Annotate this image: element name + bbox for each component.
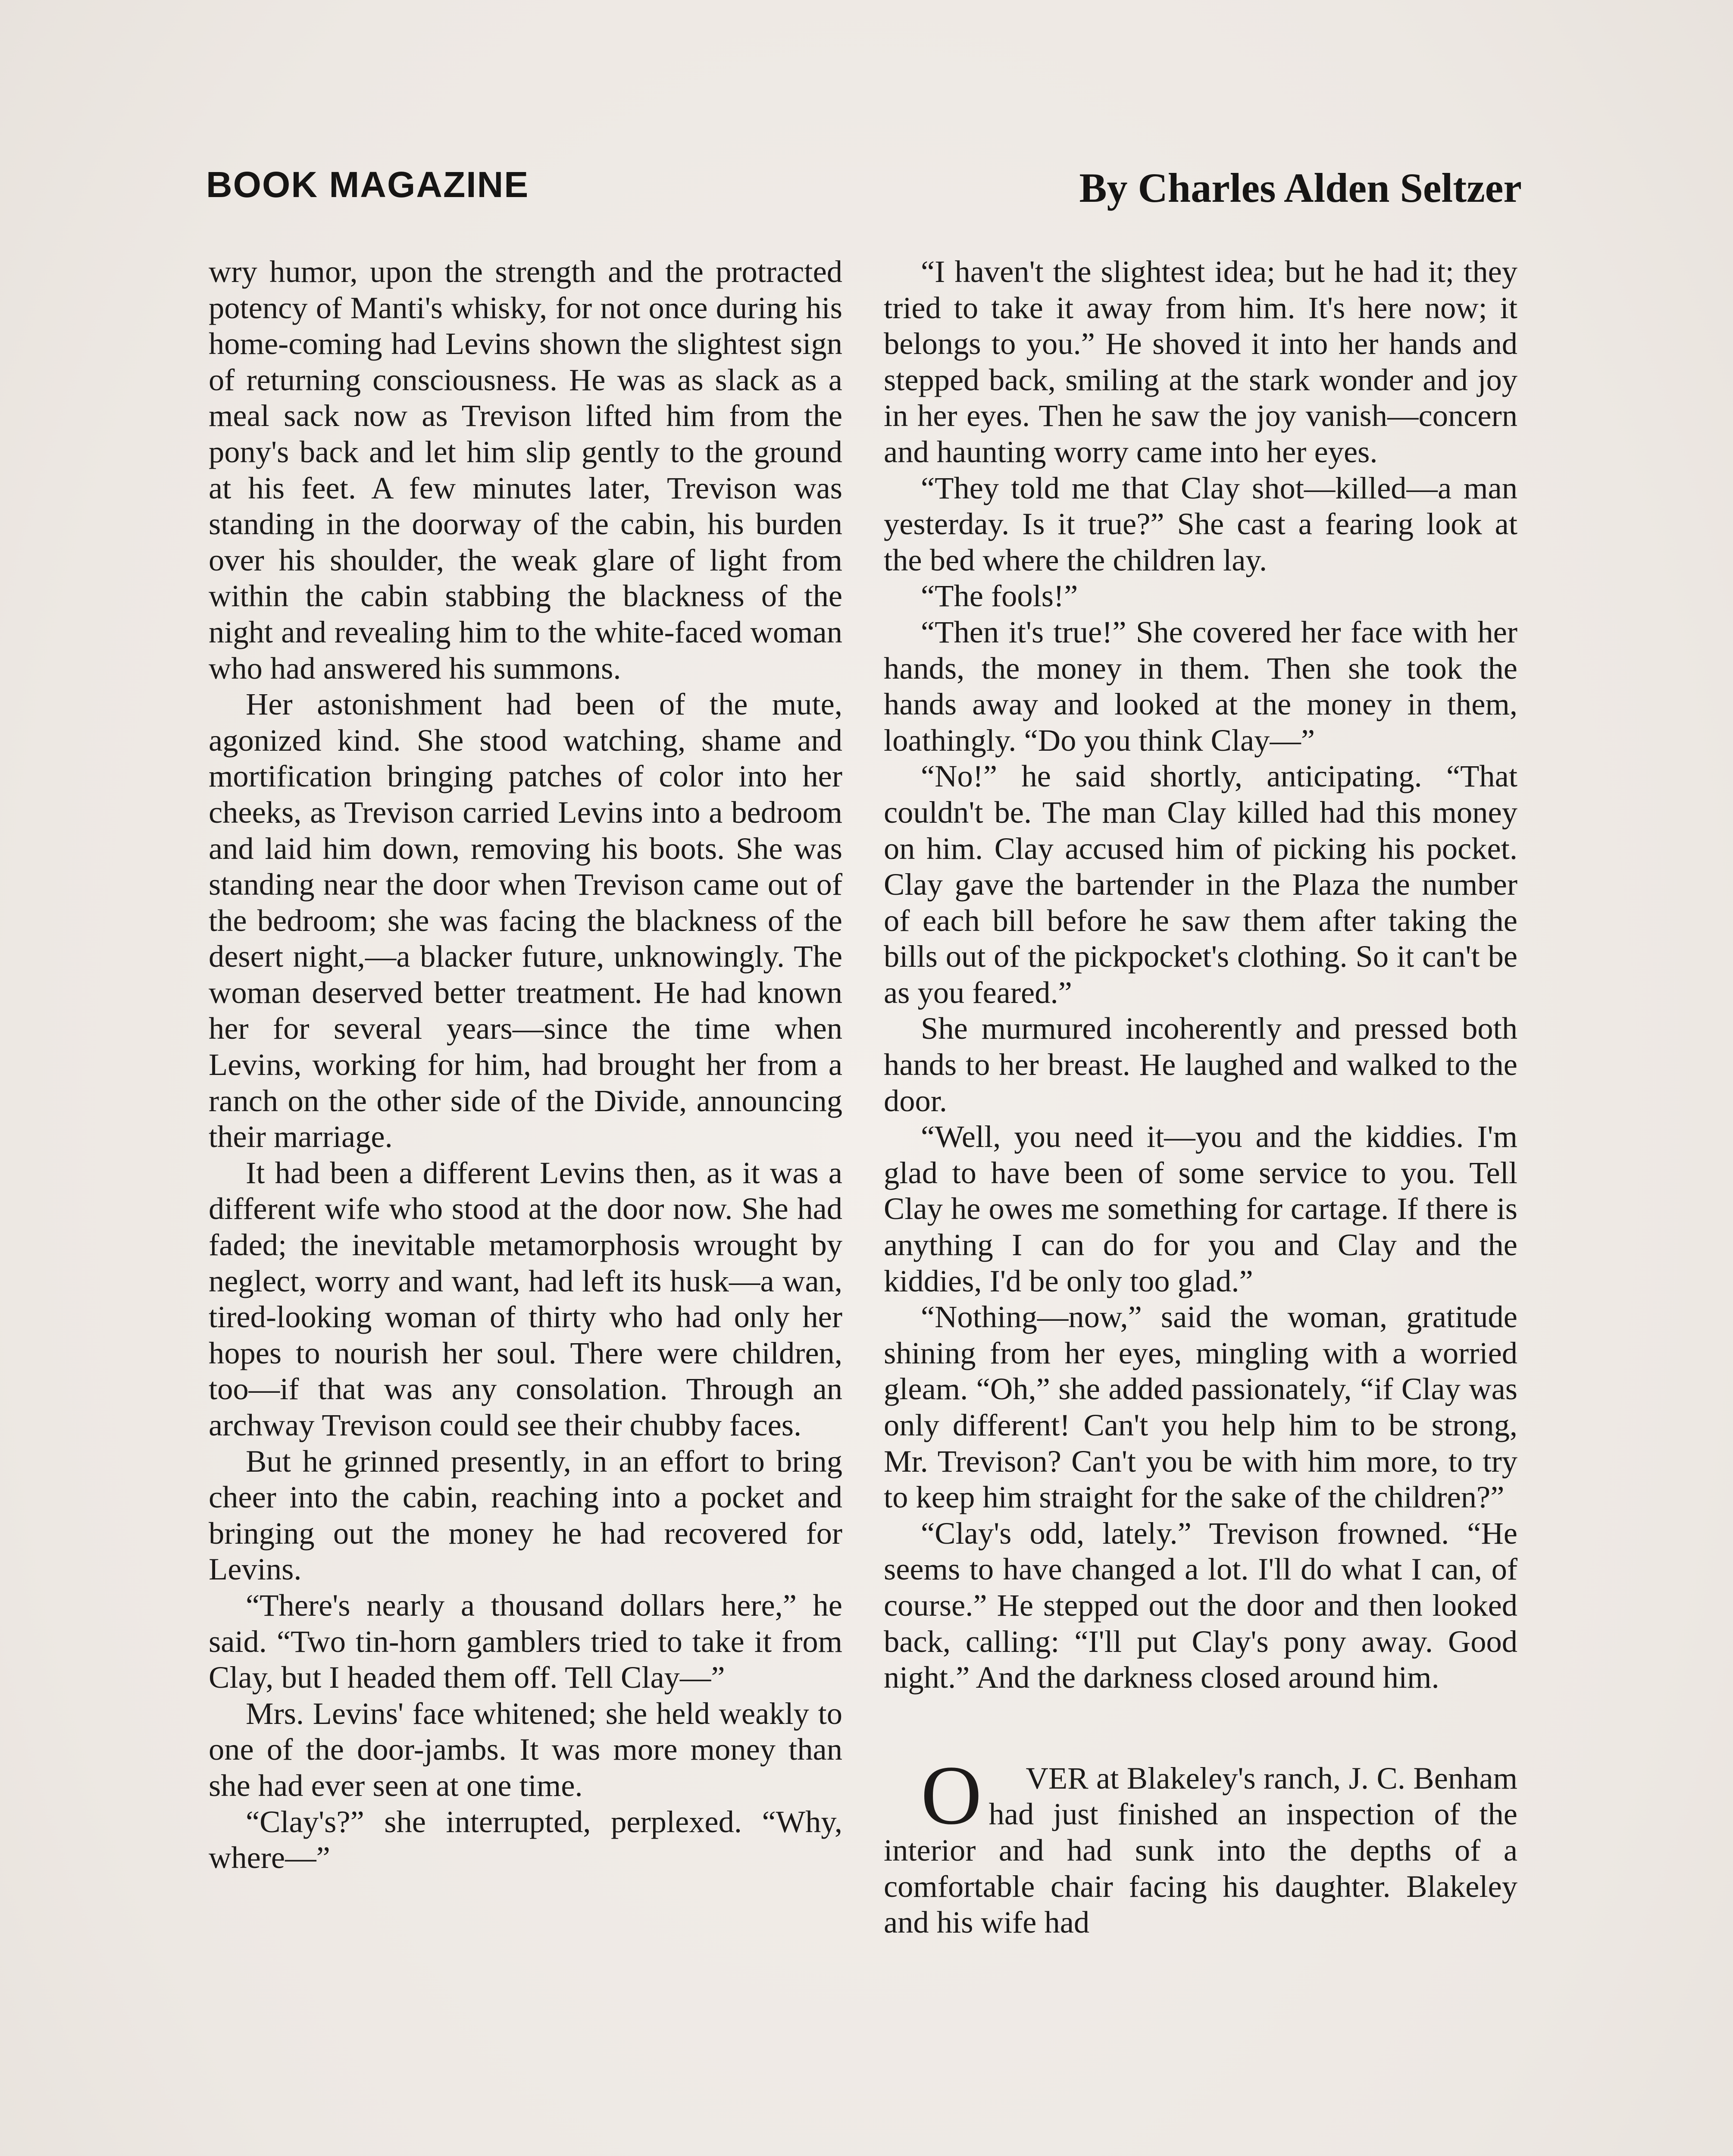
paragraph: “Clay's?” she interrupted, perplexed. “Why, where—” — [209, 1804, 842, 1875]
left-column — [209, 254, 842, 1876]
section-opening-text: VER at Blakeley's ranch, J. C. Benham had just finished an inspection of the interior and had sunk into the depths of a comfortable chair facing his daughter. Blakeley and his wife had — [884, 1760, 1517, 1940]
paragraph: Mrs. Levins' face whitened; she held weakly to one of the door-jambs. It was more money than she had ever seen at one time. — [209, 1695, 842, 1803]
paragraph: “Then it's true!” She covered her face with her hands, the money in them. Then she took the hands away and looked at the money in them, loathingly. “Do you think Clay—” — [884, 614, 1517, 758]
author-byline: By Charles Alden Seltzer — [1079, 165, 1522, 211]
paragraph: “There's nearly a thousand dollars here,” he said. “Two tin-horn gamblers tried to take it from Clay, but I headed them off. Tell Clay—” — [209, 1587, 842, 1695]
section-opening-paragraph — [884, 1748, 1517, 1940]
paragraph: “They told me that Clay shot—killed—a man yesterday. Is it true?” She cast a fearing look at the bed where the children lay. — [884, 470, 1517, 577]
paragraph: “Clay's odd, lately.” Trevison frowned. “He seems to have changed a lot. I'll do what I can, of course.” He stepped out the door and then looked back, calling: “I'll put Clay's pony away. Good night.” And the darkness closed around him. — [884, 1515, 1517, 1695]
paragraph: “I haven't the slightest idea; but he had it; they tried to take it away from him. It's here now; it belongs to you.” He shoved it into her hands and stepped back, smiling at the stark wonder and joy in her eyes. Then he saw the joy vanish—concern and haunting worry came into her eyes. — [884, 254, 1517, 469]
paragraph: She murmured incoherently and pressed both hands to her breast. He laughed and walked to the door. — [884, 1011, 1517, 1118]
paragraph: “The fools!” — [921, 578, 1078, 614]
paragraph: wry humor, upon the strength and the protracted potency of Manti's whisky, for not once during his home-coming had Levins shown the slightest sign of returning consciousness. He was as slack as a meal sack now as Trevison lifted him from the pony's back and let him slip gently to the ground at his feet. A few minutes later, Trevison was standing in the doorway of the cabin, his burden over his shoulder, the weak glare of light from within the cabin stabbing the blackness of the night and revealing him to the white-faced woman who had answered his summons. — [209, 254, 842, 686]
paragraph: “No!” he said shortly, anticipating. “That couldn't be. The man Clay killed had this money on him. Clay accused him of picking his pocket. Clay gave the bartender in the Plaza the number of each bill before he saw them after taking the bills out of the pickpocket's clothing. So it can't be as you feared.” — [884, 758, 1517, 1010]
paragraph: It had been a different Levins then, as it was a different wife who stood at the door now. She had faded; the inevitable metamorphosis wrought by neglect, worry and want, had left its husk—a wan, tired-looking woman of thirty who had only her hopes to nourish her soul. There were children, too—if that was any consolation. Through an archway Trevison could see their chubby faces. — [209, 1155, 842, 1442]
paragraph: “Well, you need it—you and the kiddies. I'm glad to have been of some service to you. Tell Clay he owes me something for cartage. If there is anything I can do for you and Clay and the kiddies, I'd be only too glad.” — [884, 1119, 1517, 1298]
right-column — [884, 254, 1517, 1940]
magazine-title: BOOK MAGAZINE — [206, 164, 529, 205]
paragraph: But he grinned presently, in an effort to bring cheer into the cabin, reaching into a pocket and bringing out the money he had recovered for Levins. — [209, 1443, 842, 1587]
paragraph: Her astonishment had been of the mute, agonized kind. She stood watching, shame and mortification bringing patches of color into her cheeks, as Trevison carried Levins into a bedroom and laid him down, removing his boots. She was standing near the door when Trevison came out of the bedroom; she was facing the blackness of the desert night,—a blacker future, unknowingly. The woman deserved better treatment. He had known her for several years—since the time when Levins, working for him, had brought her from a ranch on the other side of the Divide, announcing their marriage. — [209, 686, 842, 1154]
running-head — [206, 164, 1522, 211]
drop-cap: O — [921, 1748, 982, 1842]
paragraph: “Nothing—now,” said the woman, gratitude shining from her eyes, mingling with a worried gleam. “Oh,” she added passionately, “if Clay was only different! Can't you help him to be strong, Mr. Trevison? Can't you be with him more, to try to keep him straight for the sake of the children?” — [884, 1299, 1517, 1515]
